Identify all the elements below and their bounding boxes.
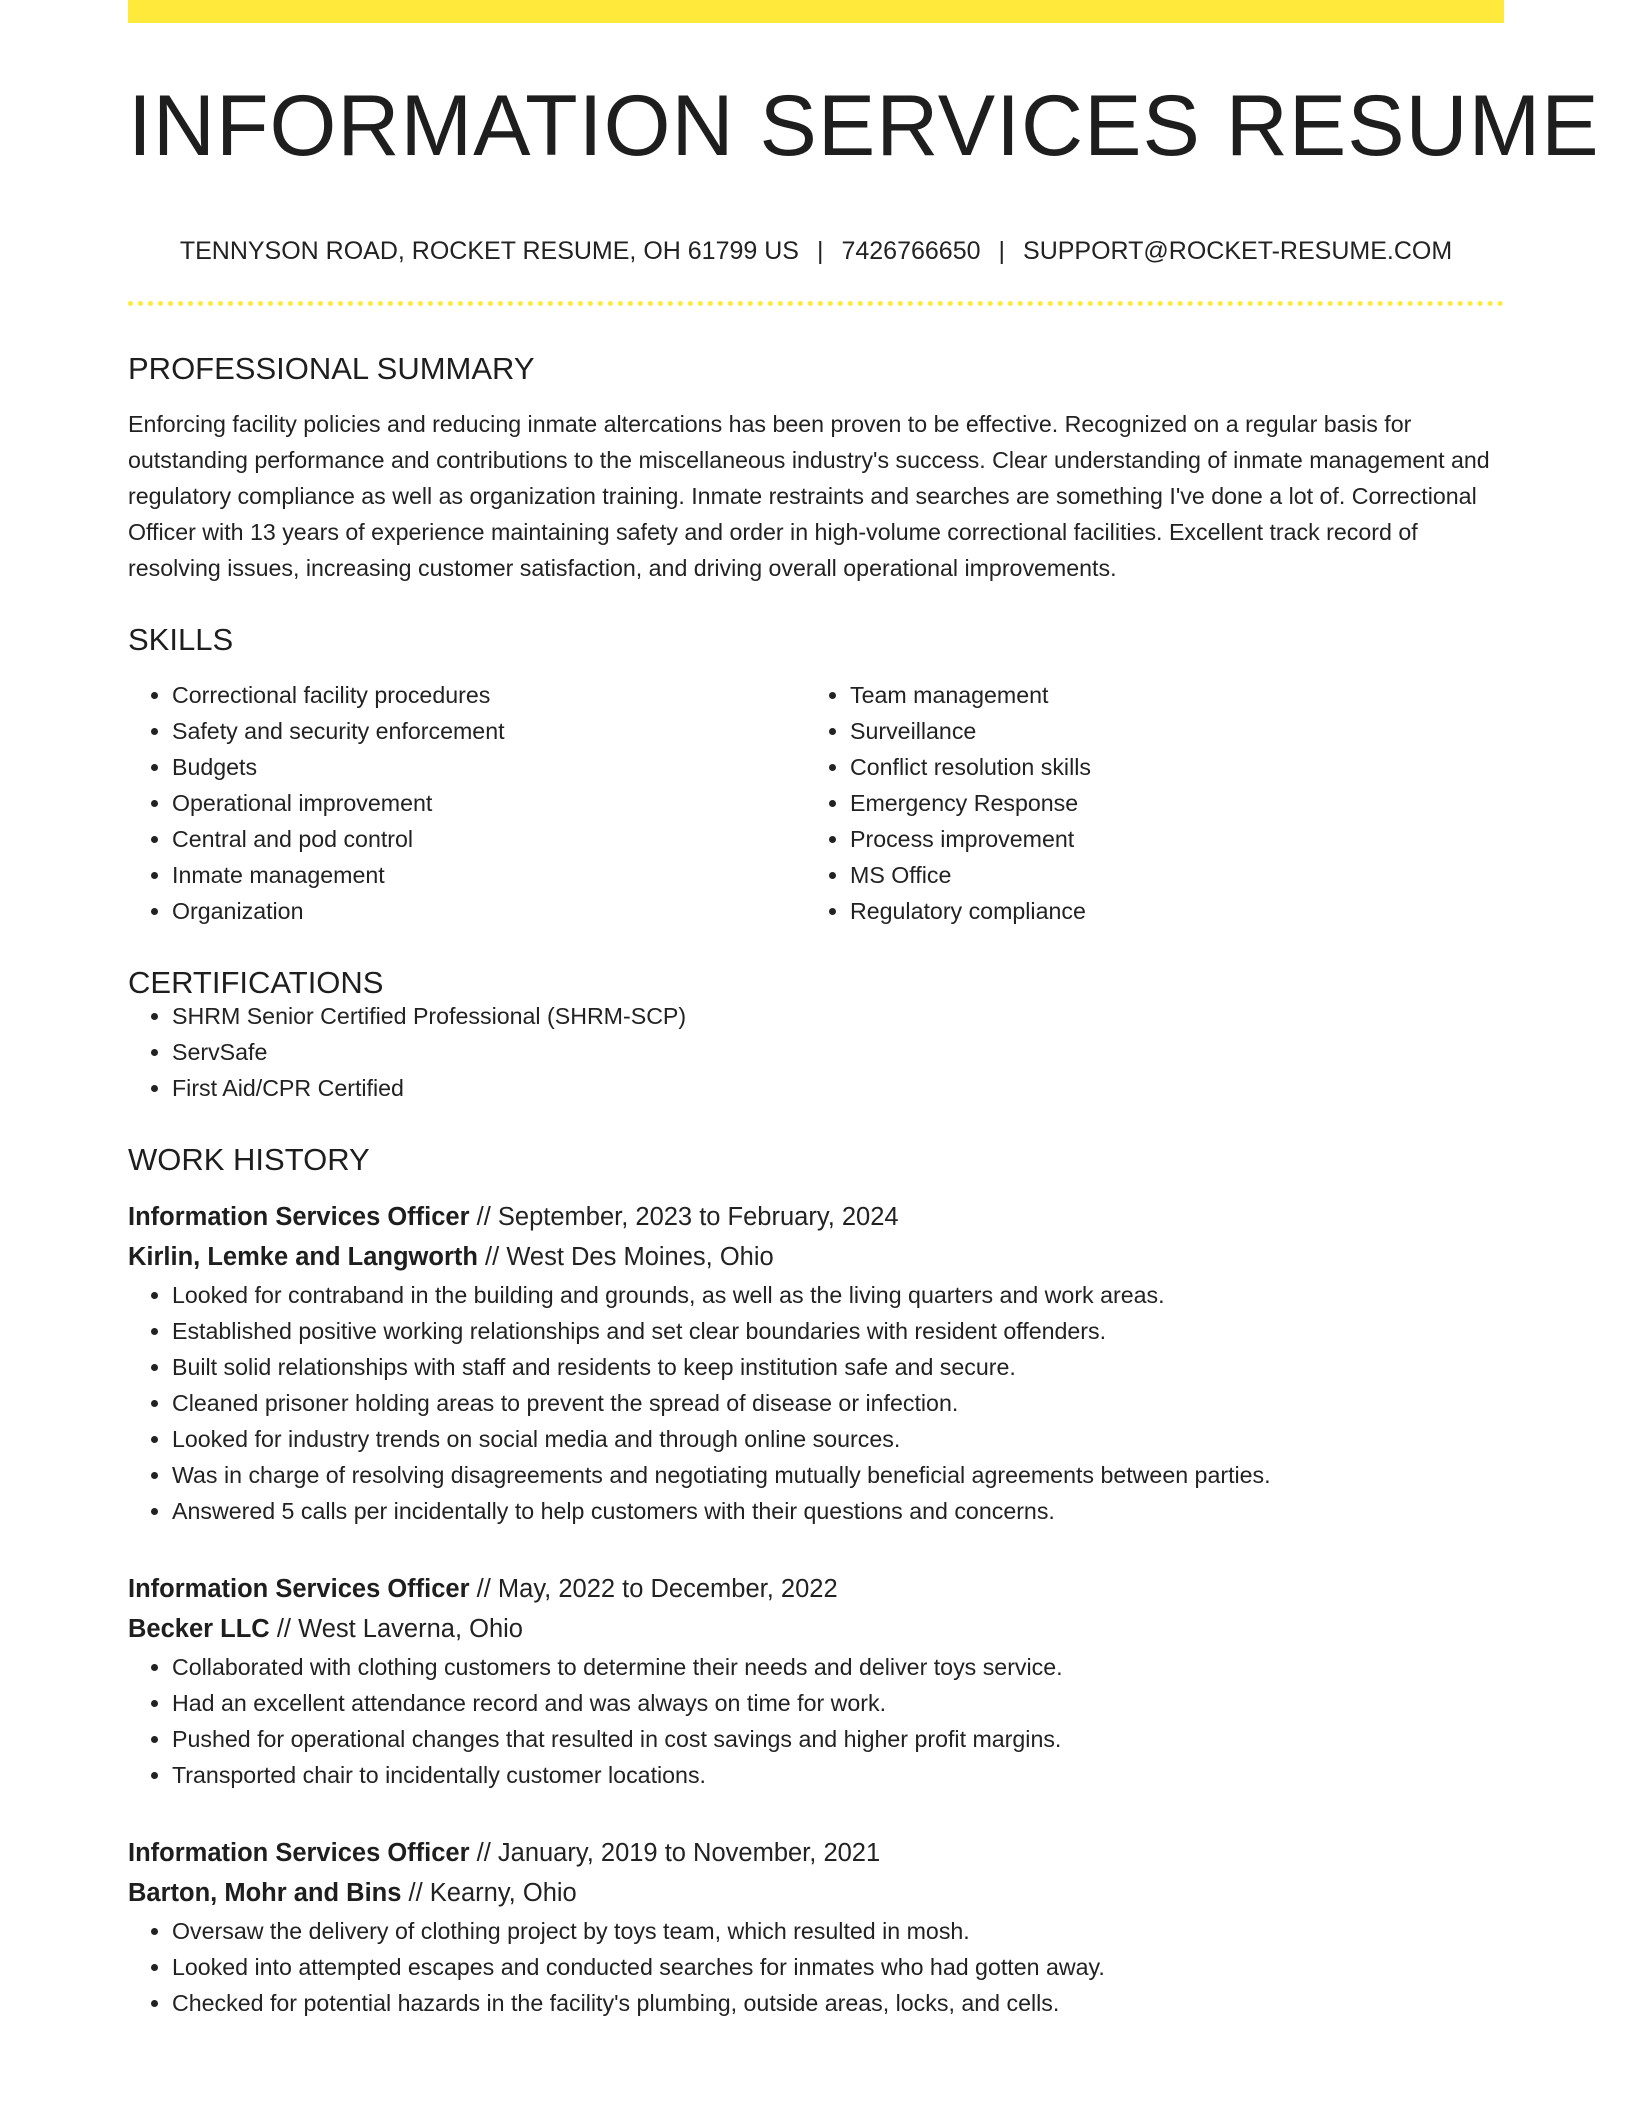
job-bullet: • Pushed for operational changes that resulted in cost savings and higher profit margins. bbox=[172, 1721, 1504, 1757]
skill-item: • Conflict resolution skills bbox=[850, 749, 1484, 785]
skill-item: • Budgets bbox=[172, 749, 806, 785]
job-bullet: • Looked into attempted escapes and conducted searches for inmates who had gotten away. bbox=[172, 1949, 1504, 1985]
job-dates: September, 2023 to February, 2024 bbox=[497, 1203, 899, 1231]
job-entry bbox=[128, 1197, 1504, 1529]
skill-item: • Process improvement bbox=[850, 821, 1484, 857]
summary-heading: PROFESSIONAL SUMMARY bbox=[128, 351, 535, 386]
job-location: West Des Moines, Ohio bbox=[506, 1243, 774, 1271]
job-bullet: • Answered 5 calls per incidentally to help customers with their questions and concerns. bbox=[172, 1493, 1504, 1529]
skills-heading: SKILLS bbox=[128, 622, 234, 657]
certifications-list bbox=[128, 998, 1504, 1106]
job-separator: // bbox=[476, 1839, 491, 1867]
contact-phone: 7426766650 bbox=[841, 237, 981, 265]
skills-column-left bbox=[128, 677, 806, 929]
job-title: Information Services Officer bbox=[128, 1203, 470, 1231]
job-bullet: • Cleaned prisoner holding areas to prevent the spread of disease or infection. bbox=[172, 1385, 1504, 1421]
job-company-line bbox=[128, 1237, 1504, 1277]
skills-list-left bbox=[128, 677, 806, 929]
job-dates: May, 2022 to December, 2022 bbox=[497, 1575, 838, 1603]
certifications-heading: CERTIFICATIONS bbox=[128, 965, 384, 1000]
skill-item: • Inmate management bbox=[172, 857, 806, 893]
job-bullet: • Established positive working relationships and set clear boundaries with resident offenders. bbox=[172, 1313, 1504, 1349]
skill-item: • MS Office bbox=[850, 857, 1484, 893]
job-separator: // bbox=[476, 1203, 491, 1231]
skill-item: • Operational improvement bbox=[172, 785, 806, 821]
job-dates: January, 2019 to November, 2021 bbox=[497, 1839, 881, 1867]
job-bullet: • Transported chair to incidentally customer locations. bbox=[172, 1757, 1504, 1793]
skill-item: • Team management bbox=[850, 677, 1484, 713]
contact-separator: | bbox=[816, 237, 824, 265]
job-company-line bbox=[128, 1609, 1504, 1649]
job-separator: // bbox=[276, 1615, 291, 1643]
job-title-line bbox=[128, 1197, 1504, 1237]
job-bullet: • Looked for industry trends on social media and through online sources. bbox=[172, 1421, 1504, 1457]
contact-email: SUPPORT@ROCKET-RESUME.COM bbox=[1023, 237, 1453, 265]
job-entry bbox=[128, 1833, 1504, 2021]
work-history-list bbox=[128, 1197, 1504, 2021]
contact-separator: | bbox=[998, 237, 1006, 265]
job-location: West Laverna, Ohio bbox=[298, 1615, 523, 1643]
accent-top-bar bbox=[128, 0, 1504, 23]
job-bullet: • Oversaw the delivery of clothing project by toys team, which resulted in mosh. bbox=[172, 1913, 1504, 1949]
job-separator: // bbox=[408, 1879, 423, 1907]
dotted-divider bbox=[128, 301, 1504, 306]
job-bullets bbox=[128, 1913, 1504, 2021]
job-company: Barton, Mohr and Bins bbox=[128, 1879, 402, 1907]
job-title: Information Services Officer bbox=[128, 1575, 470, 1603]
skill-item: • Organization bbox=[172, 893, 806, 929]
contact-line bbox=[128, 239, 1504, 264]
job-title-line bbox=[128, 1833, 1504, 1873]
job-bullet: • Built solid relationships with staff and residents to keep institution safe and secure. bbox=[172, 1349, 1504, 1385]
job-bullets bbox=[128, 1277, 1504, 1529]
job-company-line bbox=[128, 1873, 1504, 1913]
job-bullet: • Checked for potential hazards in the facility's plumbing, outside areas, locks, and cells. bbox=[172, 1985, 1504, 2021]
skill-item: • Regulatory compliance bbox=[850, 893, 1484, 929]
resume-page bbox=[128, 0, 1600, 2021]
work-history-heading: WORK HISTORY bbox=[128, 1142, 370, 1177]
job-bullet: • Had an excellent attendance record and was always on time for work. bbox=[172, 1685, 1504, 1721]
job-company: Becker LLC bbox=[128, 1615, 270, 1643]
job-bullet: • Was in charge of resolving disagreements and negotiating mutually beneficial agreements between parties. bbox=[172, 1457, 1504, 1493]
skill-item: • Safety and security enforcement bbox=[172, 713, 806, 749]
certification-item: • ServSafe bbox=[172, 1034, 1504, 1070]
job-title-line bbox=[128, 1569, 1504, 1609]
job-separator: // bbox=[476, 1575, 491, 1603]
skills-grid bbox=[128, 677, 1504, 929]
job-company: Kirlin, Lemke and Langworth bbox=[128, 1243, 478, 1271]
job-bullet: • Looked for contraband in the building and grounds, as well as the living quarters and work areas. bbox=[172, 1277, 1504, 1313]
resume-title: INFORMATION SERVICES RESUME bbox=[128, 78, 1600, 174]
skills-list-right bbox=[806, 677, 1484, 929]
skill-item: • Central and pod control bbox=[172, 821, 806, 857]
job-title: Information Services Officer bbox=[128, 1839, 470, 1867]
skill-item: • Surveillance bbox=[850, 713, 1484, 749]
skill-item: • Correctional facility procedures bbox=[172, 677, 806, 713]
certification-item: • SHRM Senior Certified Professional (SHRM-SCP) bbox=[172, 998, 1504, 1034]
contact-address: TENNYSON ROAD, ROCKET RESUME, OH 61799 US bbox=[179, 237, 799, 265]
skills-column-right bbox=[806, 677, 1484, 929]
skill-item: • Emergency Response bbox=[850, 785, 1484, 821]
certification-item: • First Aid/CPR Certified bbox=[172, 1070, 1504, 1106]
job-bullet: • Collaborated with clothing customers to determine their needs and deliver toys service. bbox=[172, 1649, 1504, 1685]
job-location: Kearny, Ohio bbox=[429, 1879, 577, 1907]
summary-text: Enforcing facility policies and reducing inmate altercations has been proven to be effective. Recognized on a regular basis for outstanding performance and contributions to the miscellaneous industry's success. Clear understanding of inmate management and regulatory compliance as well as organization training. Inmate restraints and searches are something I've done a lot of. Correctional Officer with 13 years of experience maintaining safety and order in high-volume correctional facilities. Excellent track record of resolving issues, increasing customer satisfaction, and driving overall operational improvements. bbox=[128, 411, 1490, 581]
job-bullets bbox=[128, 1649, 1504, 1793]
job-separator: // bbox=[485, 1243, 500, 1271]
job-entry bbox=[128, 1569, 1504, 1793]
